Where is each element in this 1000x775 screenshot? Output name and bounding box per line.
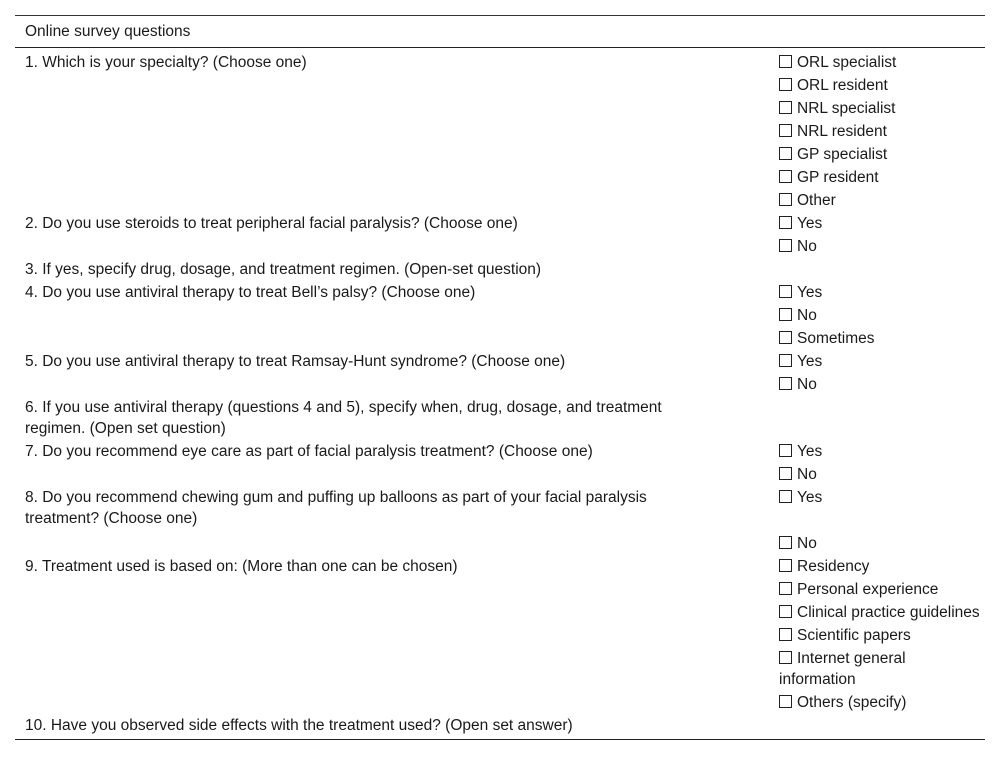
option-list <box>695 350 984 396</box>
option-label: Clinical practice guidelines <box>797 604 980 621</box>
option-item[interactable] <box>779 555 984 578</box>
question-text: 4. Do you use antiviral therapy to treat Bell’s palsy? (Choose one) <box>25 284 476 301</box>
option-label: Residency <box>797 558 870 575</box>
option-label: GP resident <box>797 169 879 186</box>
question-row-5 <box>15 350 985 396</box>
question-text: 5. Do you use antiviral therapy to treat Ramsay-Hunt syndrome? (Choose one) <box>25 353 566 370</box>
checkbox-icon[interactable] <box>779 377 792 390</box>
option-label: Yes <box>797 215 823 232</box>
question-text: 3. If yes, specify drug, dosage, and treatment regimen. (Open-set question) <box>25 261 542 278</box>
option-list <box>695 281 984 350</box>
option-list <box>695 714 984 737</box>
option-label: NRL specialist <box>797 100 896 117</box>
option-label: No <box>797 376 817 393</box>
option-list <box>695 258 984 281</box>
checkbox-icon[interactable] <box>779 55 792 68</box>
option-item[interactable] <box>779 304 984 327</box>
checkbox-icon[interactable] <box>779 170 792 183</box>
question-row-6 <box>15 396 985 440</box>
question-row-2 <box>15 212 985 258</box>
question-row-9 <box>15 555 985 714</box>
question-text: 10. Have you observed side effects with the treatment used? (Open set answer) <box>25 717 573 734</box>
checkbox-icon[interactable] <box>779 490 792 503</box>
question-text: 6. If you use antiviral therapy (questions 4 and 5), specify when, drug, dosage, and treatment regimen. (Open set question) <box>25 399 662 437</box>
checkbox-icon[interactable] <box>779 651 792 664</box>
option-list <box>695 440 984 486</box>
checkbox-icon[interactable] <box>779 78 792 91</box>
option-item[interactable] <box>779 327 984 350</box>
option-list <box>695 396 984 440</box>
option-item[interactable] <box>779 532 984 555</box>
checkbox-icon[interactable] <box>779 354 792 367</box>
option-label: Yes <box>797 353 823 370</box>
checkbox-icon[interactable] <box>779 444 792 457</box>
option-item[interactable] <box>779 373 984 396</box>
option-item[interactable] <box>779 97 984 120</box>
checkbox-icon[interactable] <box>779 536 792 549</box>
checkbox-icon[interactable] <box>779 285 792 298</box>
checkbox-icon[interactable] <box>779 147 792 160</box>
question-row-7 <box>15 440 985 486</box>
option-label: No <box>797 535 817 552</box>
option-item[interactable] <box>779 51 984 74</box>
option-item[interactable] <box>779 624 984 647</box>
question-row-8 <box>15 486 985 555</box>
option-label: Other <box>797 192 836 209</box>
checkbox-icon[interactable] <box>779 695 792 708</box>
option-label: No <box>797 466 817 483</box>
question-text: 7. Do you recommend eye care as part of facial paralysis treatment? (Choose one) <box>25 443 593 460</box>
question-row-3 <box>15 258 985 281</box>
option-label: Others (specify) <box>797 694 907 711</box>
option-item[interactable] <box>779 166 984 189</box>
checkbox-icon[interactable] <box>779 331 792 344</box>
option-item[interactable] <box>779 691 984 714</box>
checkbox-icon[interactable] <box>779 628 792 641</box>
checkbox-icon[interactable] <box>779 467 792 480</box>
option-item[interactable] <box>779 235 984 258</box>
table-bottom-rule <box>15 739 985 740</box>
option-item[interactable] <box>779 212 984 235</box>
option-item[interactable] <box>779 281 984 304</box>
option-list <box>695 51 984 212</box>
question-row-1 <box>15 48 985 212</box>
option-label: No <box>797 307 817 324</box>
option-list <box>695 212 984 258</box>
checkbox-icon[interactable] <box>779 239 792 252</box>
checkbox-icon[interactable] <box>779 124 792 137</box>
question-row-4 <box>15 281 985 350</box>
option-item[interactable] <box>779 143 984 166</box>
survey-table <box>15 15 985 740</box>
checkbox-icon[interactable] <box>779 216 792 229</box>
table-header: Online survey questions <box>15 16 985 48</box>
option-item[interactable] <box>779 578 984 601</box>
option-label: Scientific papers <box>797 627 911 644</box>
option-item[interactable] <box>779 601 984 624</box>
option-label: Internet general information <box>779 650 906 688</box>
option-label: No <box>797 238 817 255</box>
option-label: Sometimes <box>797 330 875 347</box>
checkbox-icon[interactable] <box>779 605 792 618</box>
question-text: 9. Treatment used is based on: (More than one can be chosen) <box>25 558 458 575</box>
option-label: Yes <box>797 489 823 506</box>
option-item[interactable] <box>779 350 984 373</box>
checkbox-icon[interactable] <box>779 582 792 595</box>
checkbox-icon[interactable] <box>779 308 792 321</box>
checkbox-icon[interactable] <box>779 101 792 114</box>
question-row-10 <box>15 714 985 737</box>
option-label: ORL resident <box>797 77 888 94</box>
question-text: 2. Do you use steroids to treat peripheral facial paralysis? (Choose one) <box>25 215 518 232</box>
option-label: ORL specialist <box>797 54 897 71</box>
option-item[interactable] <box>779 74 984 97</box>
option-label: GP specialist <box>797 146 888 163</box>
question-text: 8. Do you recommend chewing gum and puffing up balloons as part of your facial paralysis treatment? (Choose one) <box>25 489 647 527</box>
question-text: 1. Which is your specialty? (Choose one) <box>25 54 307 71</box>
option-item[interactable] <box>779 463 984 486</box>
option-item[interactable] <box>779 647 984 691</box>
option-label: NRL resident <box>797 123 887 140</box>
option-list <box>695 486 984 555</box>
option-label: Personal experience <box>797 581 939 598</box>
option-list <box>695 555 984 714</box>
option-item[interactable] <box>779 440 984 463</box>
checkbox-icon[interactable] <box>779 559 792 572</box>
option-item[interactable] <box>779 486 984 509</box>
option-label: Yes <box>797 284 823 301</box>
checkbox-icon[interactable] <box>779 193 792 206</box>
option-item[interactable] <box>779 189 984 212</box>
option-label: Yes <box>797 443 823 460</box>
option-item[interactable] <box>779 120 984 143</box>
